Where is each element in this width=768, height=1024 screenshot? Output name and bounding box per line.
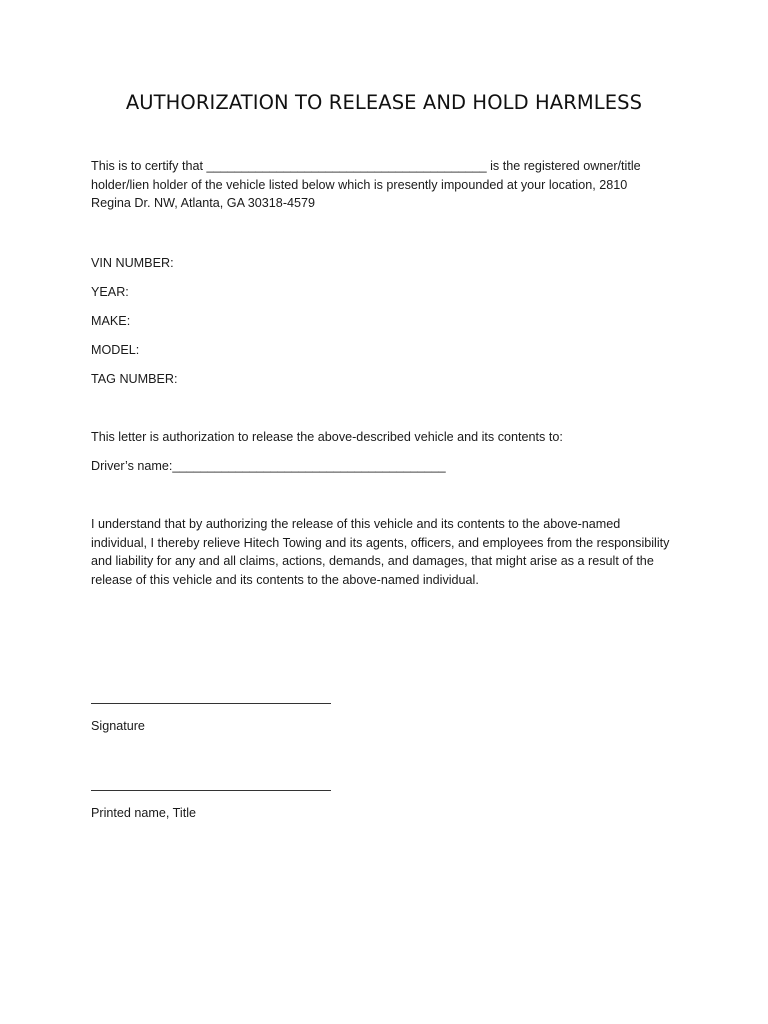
printed-name-label: Printed name, Title	[91, 806, 196, 820]
certification-line-3: Regina Dr. NW, Atlanta, GA 30318-4579	[91, 196, 316, 210]
year-label: YEAR:	[91, 285, 129, 299]
authorization-statement: This letter is authorization to release the above-described vehicle and its contents to:	[91, 430, 563, 444]
release-line-4: release of this vehicle and its contents to the above-named individual.	[91, 572, 479, 587]
release-line-1: I understand that by authorizing the release of this vehicle and its contents to the above-named	[91, 517, 621, 531]
release-paragraph	[91, 515, 691, 589]
tag-number-label: TAG NUMBER:	[91, 372, 178, 386]
make-label: MAKE:	[91, 314, 131, 328]
signature-line	[91, 703, 331, 704]
vin-number-label: VIN NUMBER:	[91, 256, 174, 270]
release-line-3: and liability for any and all claims, actions, demands, and damages, that might arise as a result of the	[91, 554, 654, 568]
document-title: AUTHORIZATION TO RELEASE AND HOLD HARMLESS	[125, 91, 643, 114]
certification-line-1: This is to certify that ________________________________________ is the registered owner/title	[91, 159, 641, 173]
signature-label: Signature	[91, 719, 145, 733]
certification-line-2: holder/lien holder of the vehicle listed below which is presently impounded at your location, 2810	[91, 177, 628, 192]
release-line-2: individual, I thereby relieve Hitech Towing and its agents, officers, and employees from the responsibility	[91, 535, 670, 550]
model-label: MODEL:	[91, 343, 140, 357]
drivers-name-field: Driver’s name:_______________________________________	[91, 459, 446, 473]
certification-paragraph	[91, 157, 691, 213]
printed-name-line	[91, 790, 331, 791]
